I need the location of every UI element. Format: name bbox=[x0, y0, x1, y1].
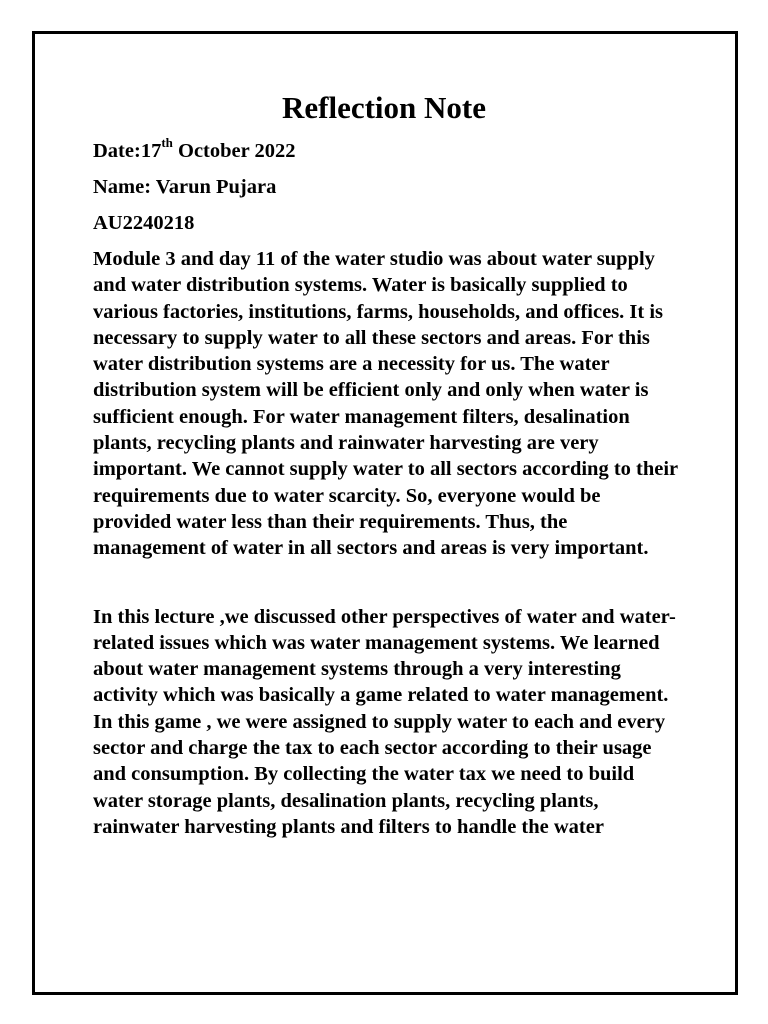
paragraph-1: Module 3 and day 11 of the water studio was about water supply and water distribution systems. Water is basically supplied to various factories, institutions, farms, households, and offices. It is necessary to supply water to all these sectors and areas. For this water distribution systems are a necessity for us. The water distribution system will be efficient only and only when water is sufficient enough. For water management filters, desalination plants, recycling plants and rainwater harvesting are very important. We cannot supply water to all sectors according to their requirements due to water scarcity. So, everyone would be provided water less than their requirements. Thus, the management of water in all sectors and areas is very important. bbox=[93, 247, 678, 560]
date-label: Date: bbox=[93, 140, 141, 162]
date-line bbox=[93, 135, 683, 164]
date-rest: October 2022 bbox=[172, 140, 296, 162]
document-title: Reflection Note bbox=[282, 90, 486, 125]
date-suffix: th bbox=[161, 135, 173, 151]
paragraph-2: In this lecture ,we discussed other perspectives of water and water-related issues which was water management systems. We learned about water management systems through a very interesting activity which was basically a game related to water management. In this game , we were assigned to supply water to each and every sector and charge the tax to each sector according to their usage and consumption. By collecting the water tax we need to build water storage plants, desalination plants, recycling plants, rainwater harvesting plants and filters to handle the water bbox=[93, 605, 676, 838]
paragraph-spacer bbox=[93, 562, 683, 604]
date-day: 17 bbox=[140, 140, 162, 162]
student-id-line: AU2240218 bbox=[93, 211, 195, 234]
document-body bbox=[93, 135, 683, 840]
name-line: Name: Varun Pujara bbox=[93, 175, 277, 198]
